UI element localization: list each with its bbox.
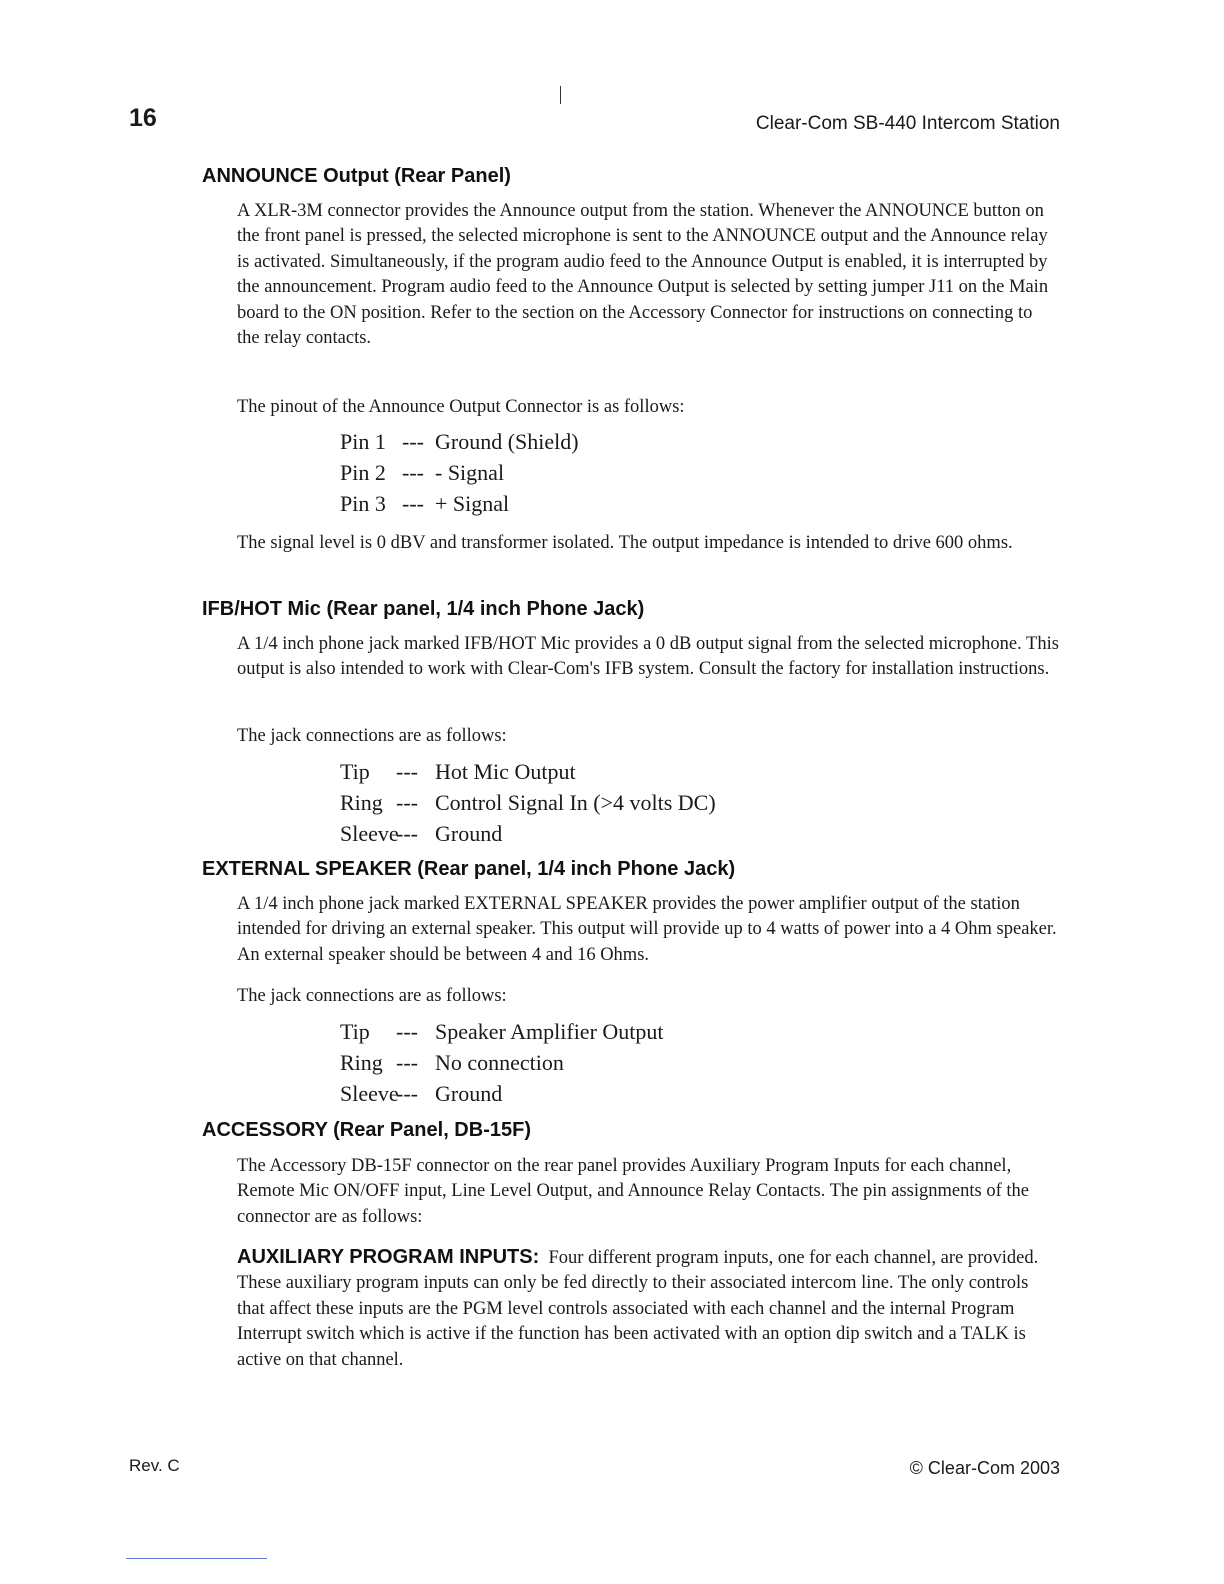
ifb-body: A 1/4 inch phone jack marked IFB/HOT Mic provides a 0 dB output signal from the selected microphone. This output is also intended to work with Clear-Com's IFB system. Consult the factory for installation instructions.	[237, 634, 1059, 680]
accessory-heading: ACCESSORY (Rear Panel, DB-15F)	[202, 1119, 531, 1141]
pin-value: Ground (Shield)	[435, 429, 579, 454]
pin-label: Tip	[340, 1019, 370, 1044]
pin-label: Sleeve	[340, 821, 399, 846]
pin-value: Ground	[435, 1081, 503, 1106]
ifb-heading: IFB/HOT Mic (Rear panel, 1/4 inch Phone Jack)	[202, 598, 645, 620]
pin-row	[340, 1078, 664, 1109]
footer-revision: Rev. C	[129, 1456, 180, 1475]
pin-label: Ring	[340, 790, 383, 815]
aux-program-paragraph	[237, 1245, 1059, 1373]
announce-pinout-intro: The pinout of the Announce Output Connector is as follows:	[237, 397, 685, 417]
pin-row	[340, 488, 579, 519]
pin-row	[340, 818, 716, 849]
pin-separator: ---	[396, 1050, 418, 1075]
speaker-pin-list	[340, 1016, 664, 1109]
ifb-intro: The jack connections are as follows:	[237, 726, 507, 746]
pin-row	[340, 1047, 664, 1078]
footer-rule	[126, 1558, 267, 1559]
announce-pin-list	[340, 426, 579, 519]
pin-separator: ---	[402, 429, 424, 454]
pin-value: Control Signal In (>4 volts DC)	[435, 790, 716, 815]
pin-row	[340, 756, 716, 787]
pin-label: Pin 1	[340, 429, 386, 454]
accessory-body: The Accessory DB-15F connector on the rear panel provides Auxiliary Program Inputs for each channel, Remote Mic ON/OFF input, Line Level Output, and Announce Relay Contacts. The pin assignments of the connector are as follows:	[237, 1156, 1029, 1227]
aux-program-heading: AUXILIARY PROGRAM INPUTS:	[237, 1246, 540, 1268]
announce-note: The signal level is 0 dBV and transformer isolated. The output impedance is intended to drive 600 ohms.	[237, 533, 1013, 553]
pin-label: Sleeve	[340, 1081, 399, 1106]
running-head: Clear-Com SB-440 Intercom Station	[755, 113, 1060, 134]
pin-separator: ---	[402, 491, 424, 516]
announce-heading: ANNOUNCE Output (Rear Panel)	[202, 165, 511, 187]
pin-separator: ---	[396, 821, 418, 846]
speaker-heading: EXTERNAL SPEAKER (Rear panel, 1/4 inch Phone Jack)	[202, 858, 736, 880]
footer-copyright: © Clear-Com 2003	[909, 1458, 1060, 1478]
pin-label: Tip	[340, 759, 370, 784]
pin-label: Pin 2	[340, 460, 386, 485]
pin-separator: ---	[396, 1081, 418, 1106]
pin-row	[340, 426, 579, 457]
pin-separator: ---	[396, 759, 418, 784]
top-tick-mark	[560, 86, 561, 104]
announce-body: A XLR-3M connector provides the Announce output from the station. Whenever the ANNOUNCE button on the front panel is pressed, the selected microphone is sent to the ANNOUNCE output and the Announce relay is activated. Simultaneously, if the program audio feed to the Announce Output is enabled, it is interrupted by the announcement. Program audio feed to the Announce Output is selected by setting jumper J11 on the Main board to the ON position. Refer to the section on the Accessory Connector for instructions on connecting to the relay contacts.	[237, 201, 1049, 349]
pin-row	[340, 1016, 664, 1047]
pin-value: Ground	[435, 821, 503, 846]
pin-separator: ---	[396, 790, 418, 815]
pin-value: - Signal	[435, 460, 505, 485]
pin-row	[340, 787, 716, 818]
pin-separator: ---	[402, 460, 424, 485]
pin-value: Speaker Amplifier Output	[435, 1019, 664, 1044]
speaker-body: A 1/4 inch phone jack marked EXTERNAL SPEAKER provides the power amplifier output of the station intended for driving an external speaker. This output will provide up to 4 watts of power into a 4 Ohm speaker. An external speaker should be between 4 and 16 Ohms.	[237, 894, 1057, 965]
pin-label: Pin 3	[340, 491, 386, 516]
aux-program-body: Four different program inputs, one for each channel, are provided. These auxiliary program inputs can only be fed directly to their associated intercom line. The only controls that affect these inputs are the PGM level controls associated with each channel and the internal Program Interrupt switch which is active if the function has been activated with an option dip switch and a TALK is active on that channel.	[237, 1248, 1039, 1370]
pin-value: Hot Mic Output	[435, 759, 576, 784]
pin-row	[340, 457, 579, 488]
pin-value: + Signal	[435, 491, 510, 516]
pin-label: Ring	[340, 1050, 383, 1075]
page-number: 16	[129, 104, 157, 132]
pin-separator: ---	[396, 1019, 418, 1044]
ifb-pin-list	[340, 756, 716, 849]
speaker-intro: The jack connections are as follows:	[237, 986, 507, 1006]
pin-value: No connection	[435, 1050, 564, 1075]
